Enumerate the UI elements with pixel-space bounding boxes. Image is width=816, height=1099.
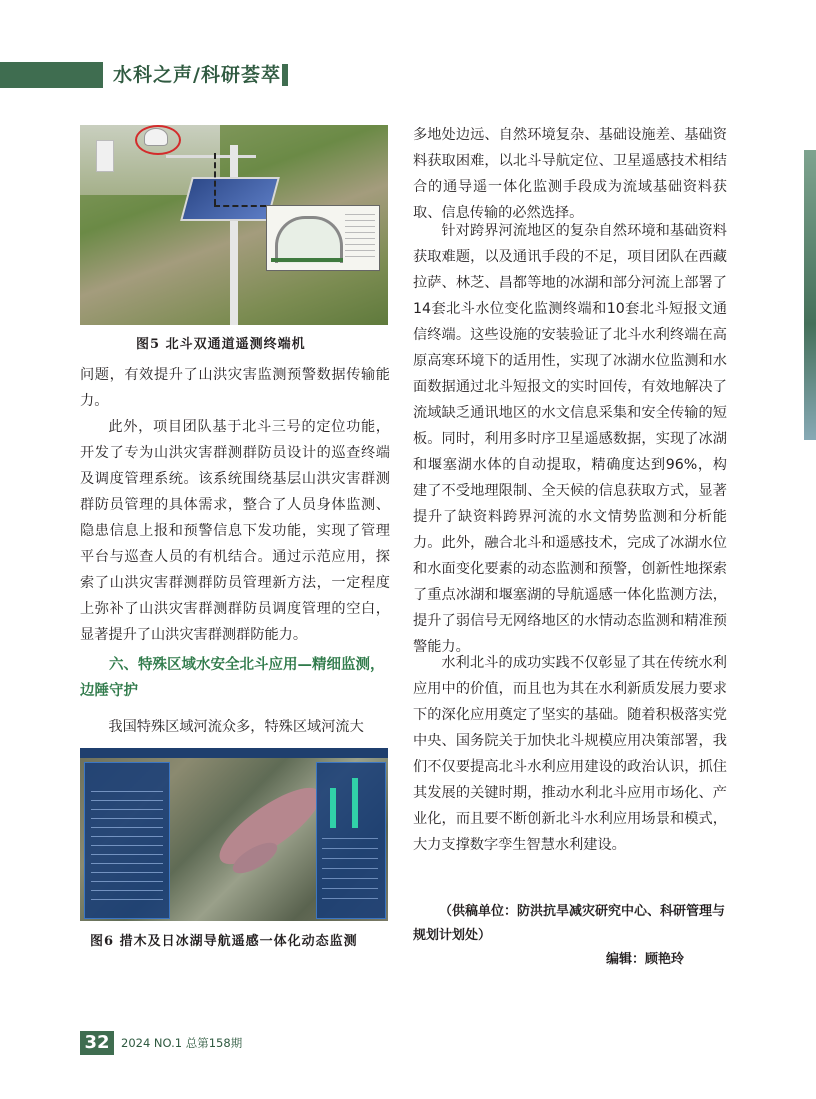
left-paragraph-3: 我国特殊区域河流众多，特殊区域河流大 (108, 719, 364, 735)
dashboard-left-panel (84, 762, 170, 919)
figure-6-dashboard (80, 748, 388, 921)
left-paragraph-2: 此外，项目团队基于北斗三号的定位功能，开发了专为山洪灾害群测群防员设计的巡查终端及调度管理系统。该系统围绕基层山洪灾害群测群防员管理的具体需求，整合了人员身体监测、隐患信息上报和预警信息下发功能，实现了管理平台与巡查人员的有机结合。通过示范应用，探索了山洪灾害群测群防员管理新方法，一定程度上弥补了山洪灾害群测群防员调度管理的空白，显著提升了山洪灾害群测群防能力。 (80, 419, 390, 643)
antenna-highlight-ring (135, 125, 181, 155)
dashboard-top-bar (80, 748, 388, 758)
figure-6-caption: 图6 措木及日冰湖导航遥感一体化动态监测 (90, 934, 358, 949)
figure-5-photo (80, 125, 388, 325)
right-paragraph-1: 多地处边远、自然环境复杂、基础设施差、基础资料获取困难，以北斗导航定位、卫星遥感技术相结合的通导遥一体化监测手段成为流域基础资料获取、信息传输的必然选择。 (413, 127, 727, 221)
dashboard-table-rows (91, 791, 163, 901)
source-credit: （供稿单位：防洪抗旱减灾研究中心、科研管理与规划计划处） (413, 904, 726, 943)
page-edge-image-strip (804, 150, 816, 440)
header-tick-mark (282, 64, 288, 86)
section-title: 水科之声/科研荟萃 (113, 64, 281, 86)
editor-credit: 编辑：顾艳玲 (606, 952, 685, 967)
dashboard-bar-2 (352, 778, 358, 828)
issue-info: 2024 NO.1 总第158期 (121, 1036, 243, 1050)
tunnel-outline (275, 216, 343, 263)
left-paragraph-1: 问题，有效提升了山洪灾害监测预警数据传输能力。 (80, 367, 390, 409)
figure-5-caption: 图5 北斗双通道遥测终端机 (136, 337, 306, 352)
glacial-lake-area (209, 775, 330, 877)
pole-arm (166, 155, 256, 158)
dashboard-right-rows (322, 838, 378, 908)
leader-line-horizontal (214, 205, 266, 207)
solar-panel (180, 177, 280, 221)
dashboard-bar-1 (330, 788, 336, 828)
right-paragraph-2: 针对跨界河流地区的复杂自然环境和基础资料获取难题，以及通讯手段的不足，项目团队在西藏拉萨、林芝、昌都等地的冰湖和部分河流上部署了14套北斗水位变化监测终端和10套北斗短报文通信终端。这些设施的安装验证了北斗水利终端在高原高寒环境下的适用性，实现了冰湖水位监测和水面数据通过北斗短报文的实时回传，有效地解决了流域缺乏通讯地区的水文信息采集和安全传输的短板。同时，利用多时序卫星遥感数据，实现了冰湖和堰塞湖水体的自动提取，精确度达到96%，构建了不受地理限制、全天候的信息获取方式，显著提升了缺资料跨界河流的水文情势监测和分析能力。此外，融合北斗和遥感技术，完成了冰湖水位和水面变化要素的动态监测和预警，创新性地探索了重点冰湖和堰塞湖的导航遥感一体化监测方法，提升了弱信号无网络地区的水情动态监测和精准预警能力。 (413, 223, 727, 655)
right-paragraph-3: 水利北斗的成功实践不仅彰显了其在传统水利应用中的价值，而且也为其在水利新质发展力要求下的深化应用奠定了坚实的基础。随着积极落实党中央、国务院关于加快北斗规模应用决策部署，我们不仅要提高北斗水利应用建设的政治认识，抓住其发展的关键时期，推动水利北斗应用市场化、产业化，而且要不断创新北斗水利应用场景和模式，大力支撑数字孪生智慧水利建设。 (413, 655, 727, 853)
leader-line-vertical (214, 153, 216, 205)
equipment-box (96, 140, 114, 172)
page-number: 32 (80, 1031, 114, 1055)
tunnel-diagram-inset (266, 205, 380, 271)
terminal-pole (230, 145, 238, 325)
tunnel-floor (271, 258, 343, 262)
header-color-bar (0, 62, 103, 88)
inset-legend (345, 214, 375, 262)
section-heading-6: 六、特殊区域水安全北斗应用—精细监测，边陲守护 (80, 657, 385, 699)
